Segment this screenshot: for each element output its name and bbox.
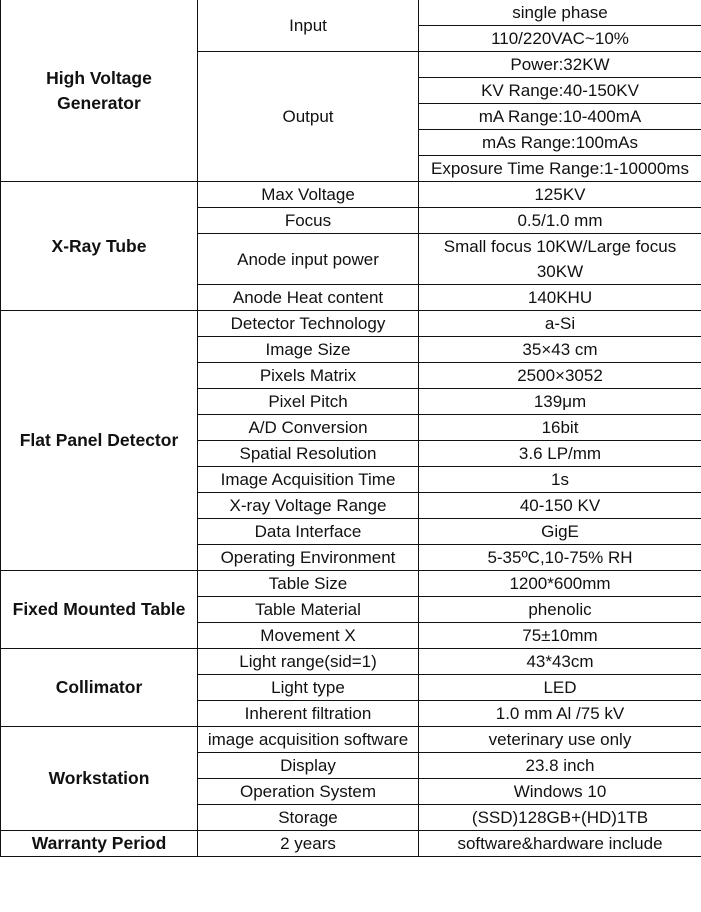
spec-label: Detector Technology xyxy=(198,311,419,337)
section-name: Warranty Period xyxy=(1,831,198,857)
table-row xyxy=(1,0,701,26)
spec-label: Display xyxy=(198,753,419,779)
section-name: Fixed Mounted Table xyxy=(1,571,198,649)
spec-value: 0.5/1.0 mm xyxy=(419,208,701,234)
spec-value: Windows 10 xyxy=(419,779,701,805)
spec-label: Focus xyxy=(198,208,419,234)
spec-label: 2 years xyxy=(198,831,419,857)
spec-value: 16bit xyxy=(419,415,701,441)
spec-label: Anode input power xyxy=(198,234,419,285)
table-row xyxy=(1,831,701,857)
spec-value: GigE xyxy=(419,519,701,545)
spec-label: Input xyxy=(198,0,419,52)
section-name: Flat Panel Detector xyxy=(1,311,198,571)
spec-value: Small focus 10KW/Large focus 30KW xyxy=(419,234,701,285)
spec-value: Exposure Time Range:1-10000ms xyxy=(419,156,701,182)
spec-value: 140KHU xyxy=(419,285,701,311)
spec-value: 110/220VAC~10% xyxy=(419,26,701,52)
spec-label: Pixel Pitch xyxy=(198,389,419,415)
spec-value: single phase xyxy=(419,0,701,26)
spec-value: 5-35ºC,10-75% RH xyxy=(419,545,701,571)
table-row xyxy=(1,727,701,753)
spec-value: software&hardware include xyxy=(419,831,701,857)
spec-value: 43*43cm xyxy=(419,649,701,675)
spec-label: Spatial Resolution xyxy=(198,441,419,467)
spec-value: 75±10mm xyxy=(419,623,701,649)
spec-label: Max Voltage xyxy=(198,182,419,208)
spec-value: veterinary use only xyxy=(419,727,701,753)
spec-value: 2500×3052 xyxy=(419,363,701,389)
section-name: Collimator xyxy=(1,649,198,727)
spec-label: Inherent filtration xyxy=(198,701,419,727)
spec-label: image acquisition software xyxy=(198,727,419,753)
table-row xyxy=(1,311,701,337)
spec-table-body xyxy=(1,0,701,857)
table-row xyxy=(1,571,701,597)
spec-label: Light range(sid=1) xyxy=(198,649,419,675)
spec-value: (SSD)128GB+(HD)1TB xyxy=(419,805,701,831)
spec-label: Storage xyxy=(198,805,419,831)
spec-value: LED xyxy=(419,675,701,701)
spec-label: Movement X xyxy=(198,623,419,649)
spec-value: phenolic xyxy=(419,597,701,623)
spec-value: KV Range:40-150KV xyxy=(419,78,701,104)
spec-value: 125KV xyxy=(419,182,701,208)
section-name: X-Ray Tube xyxy=(1,182,198,311)
spec-value: 139μm xyxy=(419,389,701,415)
spec-value: mA Range:10-400mA xyxy=(419,104,701,130)
spec-label: X-ray Voltage Range xyxy=(198,493,419,519)
spec-label: Image Size xyxy=(198,337,419,363)
spec-label: Table Material xyxy=(198,597,419,623)
spec-label: Data Interface xyxy=(198,519,419,545)
spec-value: 1200*600mm xyxy=(419,571,701,597)
spec-label: Image Acquisition Time xyxy=(198,467,419,493)
spec-value: 40-150 KV xyxy=(419,493,701,519)
spec-value: 1s xyxy=(419,467,701,493)
spec-label: Light type xyxy=(198,675,419,701)
table-row xyxy=(1,649,701,675)
spec-label: Operating Environment xyxy=(198,545,419,571)
spec-value: 23.8 inch xyxy=(419,753,701,779)
spec-label: Table Size xyxy=(198,571,419,597)
spec-value: 35×43 cm xyxy=(419,337,701,363)
spec-label: Output xyxy=(198,52,419,182)
table-row xyxy=(1,182,701,208)
spec-value: Power:32KW xyxy=(419,52,701,78)
spec-value: 1.0 mm Al /75 kV xyxy=(419,701,701,727)
spec-value: mAs Range:100mAs xyxy=(419,130,701,156)
spec-value: a-Si xyxy=(419,311,701,337)
spec-label: Anode Heat content xyxy=(198,285,419,311)
section-name: High Voltage Generator xyxy=(1,0,198,182)
spec-label: Pixels Matrix xyxy=(198,363,419,389)
spec-label: Operation System xyxy=(198,779,419,805)
spec-value: 3.6 LP/mm xyxy=(419,441,701,467)
spec-label: A/D Conversion xyxy=(198,415,419,441)
section-name: Workstation xyxy=(1,727,198,831)
